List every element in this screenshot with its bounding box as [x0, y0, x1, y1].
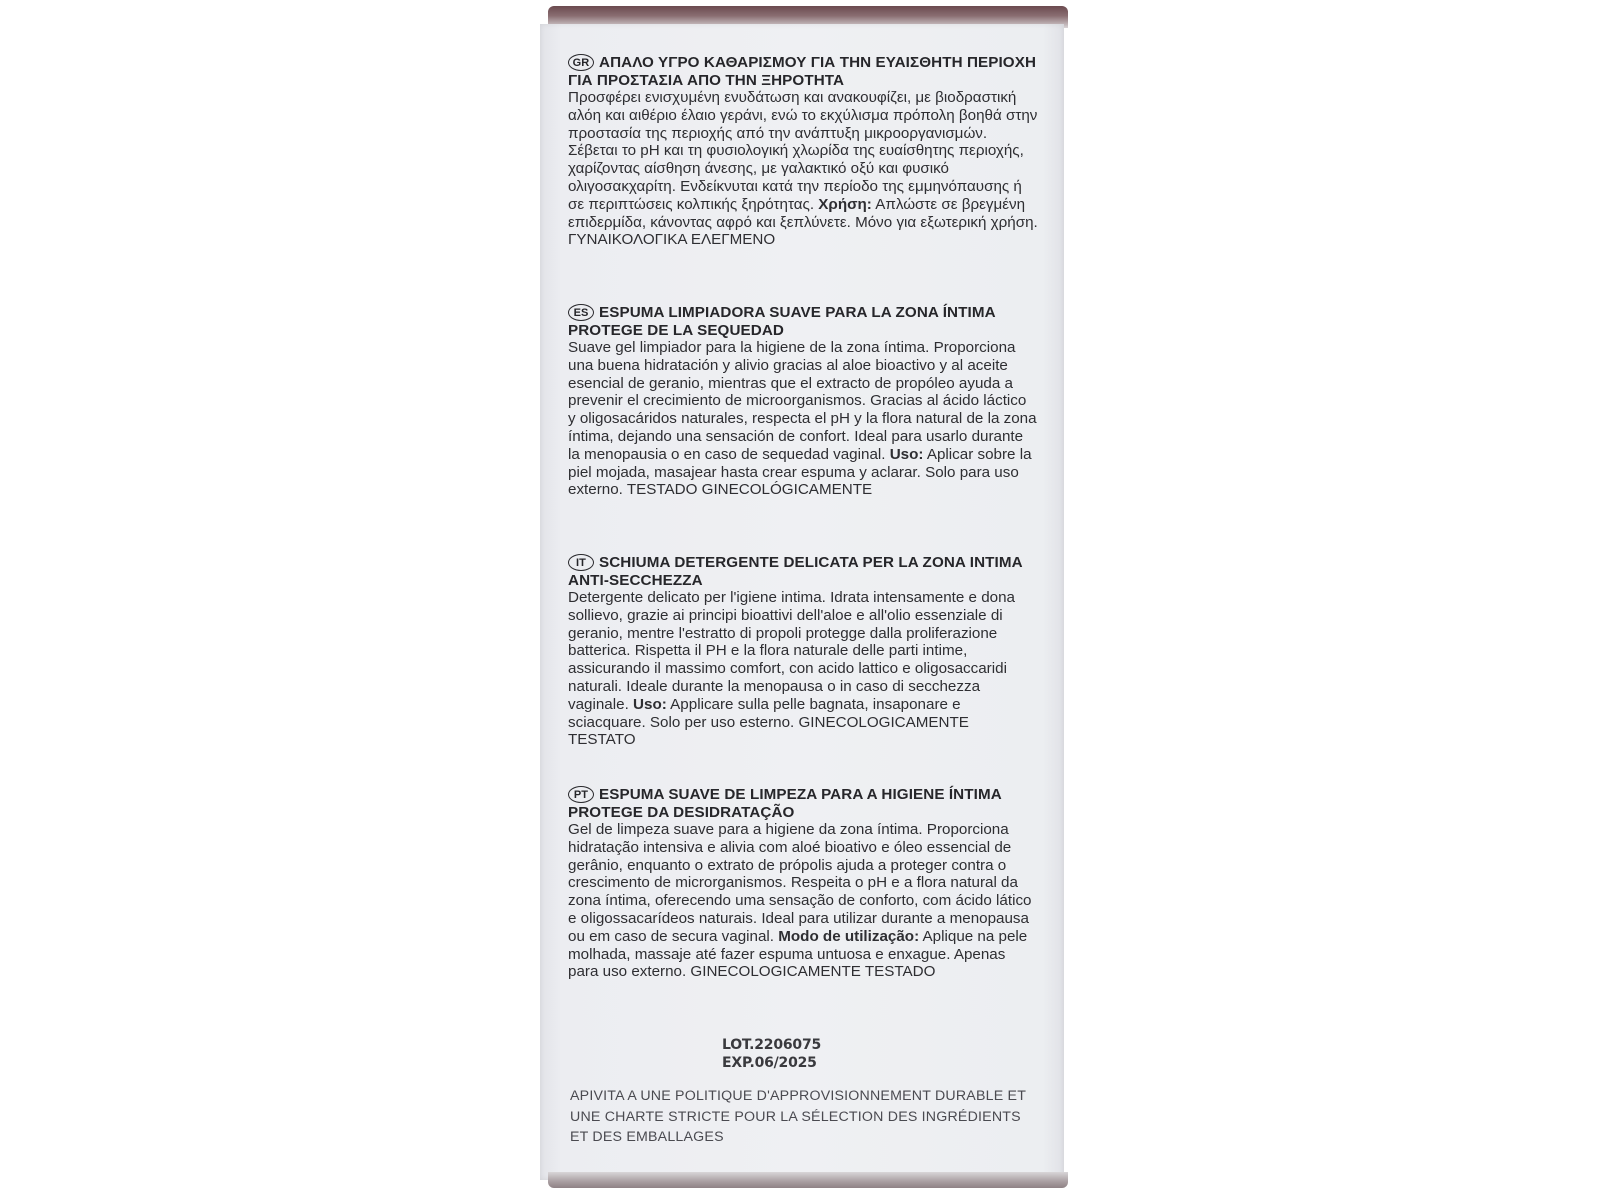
section-spanish-heading	[568, 304, 1038, 339]
lot-number: LOT.2206075	[722, 1037, 822, 1053]
section-italian-text: Detergente delicato per l'igiene intima. Idrata intensamente e dona sollievo, grazie ai principi bioattivi dell'aloe e all'olio essenziale di geranio, mentre l'estratto di propoli protegge dalla proliferazione batterica. Rispetta il PH e la flora naturale delle parti intime, assicurando il massimo comfort, con acido lattico e oligosaccaridi naturali. Ideale durante la menopausa o in caso di secchezza vaginale.	[568, 589, 1015, 713]
section-portuguese-heading	[568, 786, 1038, 821]
section-greek-usage-text: Απλώστε σε βρεγμένη επιδερμίδα, κάνοντας αφρό και ξεπλύνετε. Μόνο για εξωτερική χρήση. ΓΥΝΑΙΚΟΛΟΓΙΚΑ ΕΛΕΓΜΕΝΟ	[568, 195, 1038, 249]
section-spanish-body	[568, 339, 1038, 499]
section-greek-usage-label: Χρήση:	[818, 195, 872, 213]
section-italian-heading	[568, 554, 1038, 589]
section-greek-text: Προσφέρει ενισχυμένη ενυδάτωση και ανακουφίζει, με βιοδραστική αλόη και αιθέριο έλαιο γεράνι, ενώ το εκχύλισμα πρόπολη βοηθά στην προστασία της περιοχής από την ανάπτυξη μικροοργανισμών. Σέβεται το pH και τη φυσιολογική χλωρίδα της ευαίσθητης περιοχής, χαρίζοντας αίσθηση άνεσης, με γαλακτικό οξύ και φυσικό ολιγοσακχαρίτη. Ενδείκνυται κατά την περίοδο της εμμηνόπαυσης ή σε περιπτώσεις κολπικής ξηρότητας.	[568, 89, 1038, 213]
language-badge-pt: PT	[568, 786, 594, 803]
section-italian-title: SCHIUMA DETERGENTE DELICATA PER LA ZONA INTIMA ANTI-SECCHEZZA	[568, 554, 1023, 589]
sustainability-statement: APIVITA A UNE POLITIQUE D'APPROVISIONNEMENT DURABLE ET UNE CHARTE STRICTE POUR LA SÉLECTION DES INGRÉDIENTS ET DES EMBALLAGES	[570, 1088, 1026, 1145]
language-badge-it: IT	[568, 554, 594, 571]
box-bottom-edge	[548, 1172, 1068, 1188]
section-spanish-title: ESPUMA LIMPIADORA SUAVE PARA LA ZONA ÍNTIMA PROTEGE DE LA SEQUEDAD	[568, 304, 996, 339]
section-italian-body	[568, 589, 1038, 749]
section-portuguese	[568, 786, 1038, 981]
section-italian-usage-label: Uso:	[633, 695, 667, 713]
section-spanish-usage-label: Uso:	[889, 445, 924, 463]
section-italian	[568, 554, 1038, 749]
section-greek-body	[568, 89, 1038, 249]
section-portuguese-body	[568, 821, 1038, 981]
expiry-date: EXP.06/2025	[722, 1055, 817, 1071]
section-greek-title: ΑΠΑΛΟ ΥΓΡΟ ΚΑΘΑΡΙΣΜΟΥ ΓΙΑ ΤΗΝ ΕΥΑΙΣΘΗΤΗ ΠΕΡΙΟΧΗ ΓΙΑ ΠΡΟΣΤΑΣΙΑ ΑΠΟ ΤΗΝ ΞΗΡΟΤΗΤΑ	[568, 54, 1037, 89]
product-box-side-panel	[540, 24, 1064, 1180]
section-portuguese-text: Gel de limpeza suave para a higiene da zona íntima. Proporciona hidratação intensiva e alivia com aloé bioativo e óleo essencial de gerânio, enquanto o extrato de própolis ajuda a proteger contra o crescimento de microrganismos. Respeita o pH e a flora natural da zona íntima, oferecendo uma sensação de conforto, com ácido lático e oligossacarídeos naturais. Ideal para utilizar durante a menopausa ou em caso de secura vaginal.	[568, 821, 1032, 945]
section-greek-heading	[568, 54, 1038, 89]
section-portuguese-usage-label: Modo de utilização:	[778, 927, 920, 945]
section-spanish-usage-text: Aplicar sobre la piel mojada, masajear hasta crear espuma y aclarar. Solo para uso externo. TESTADO GINECOLÓGICAMENTE	[568, 445, 1032, 499]
section-italian-usage-text: Applicare sulla pelle bagnata, insaponare e sciacquare. Solo per uso esterno. GINECOLOGICAMENTE TESTATO	[568, 695, 969, 749]
section-portuguese-title: ESPUMA SUAVE DE LIMPEZA PARA A HIGIENE ÍNTIMA PROTEGE DA DESIDRATAÇÃO	[568, 786, 1002, 821]
section-spanish-text: Suave gel limpiador para la higiene de la zona íntima. Proporciona una buena hidratación y alivio gracias al aloe bioactivo y al aceite esencial de geranio, mientras que el extracto de propóleo ayuda a prevenir el crecimiento de microorganismos. Gracias al ácido láctico y oligosacáridos naturales, respecta el pH y la flora natural de la zona íntima, dejando una sensación de confort. Ideal para usarlo durante la menopausia o en caso de sequedad vaginal.	[568, 339, 1037, 463]
section-spanish	[568, 304, 1038, 499]
language-badge-es: ES	[568, 304, 594, 321]
language-badge-gr: GR	[568, 54, 594, 71]
batch-info	[722, 1036, 821, 1072]
section-portuguese-usage-text: Aplique na pele molhada, massaje até fazer espuma untuosa e enxague. Apenas para uso externo. GINECOLOGICAMENTE TESTADO	[568, 927, 1028, 981]
section-greek	[568, 54, 1038, 249]
